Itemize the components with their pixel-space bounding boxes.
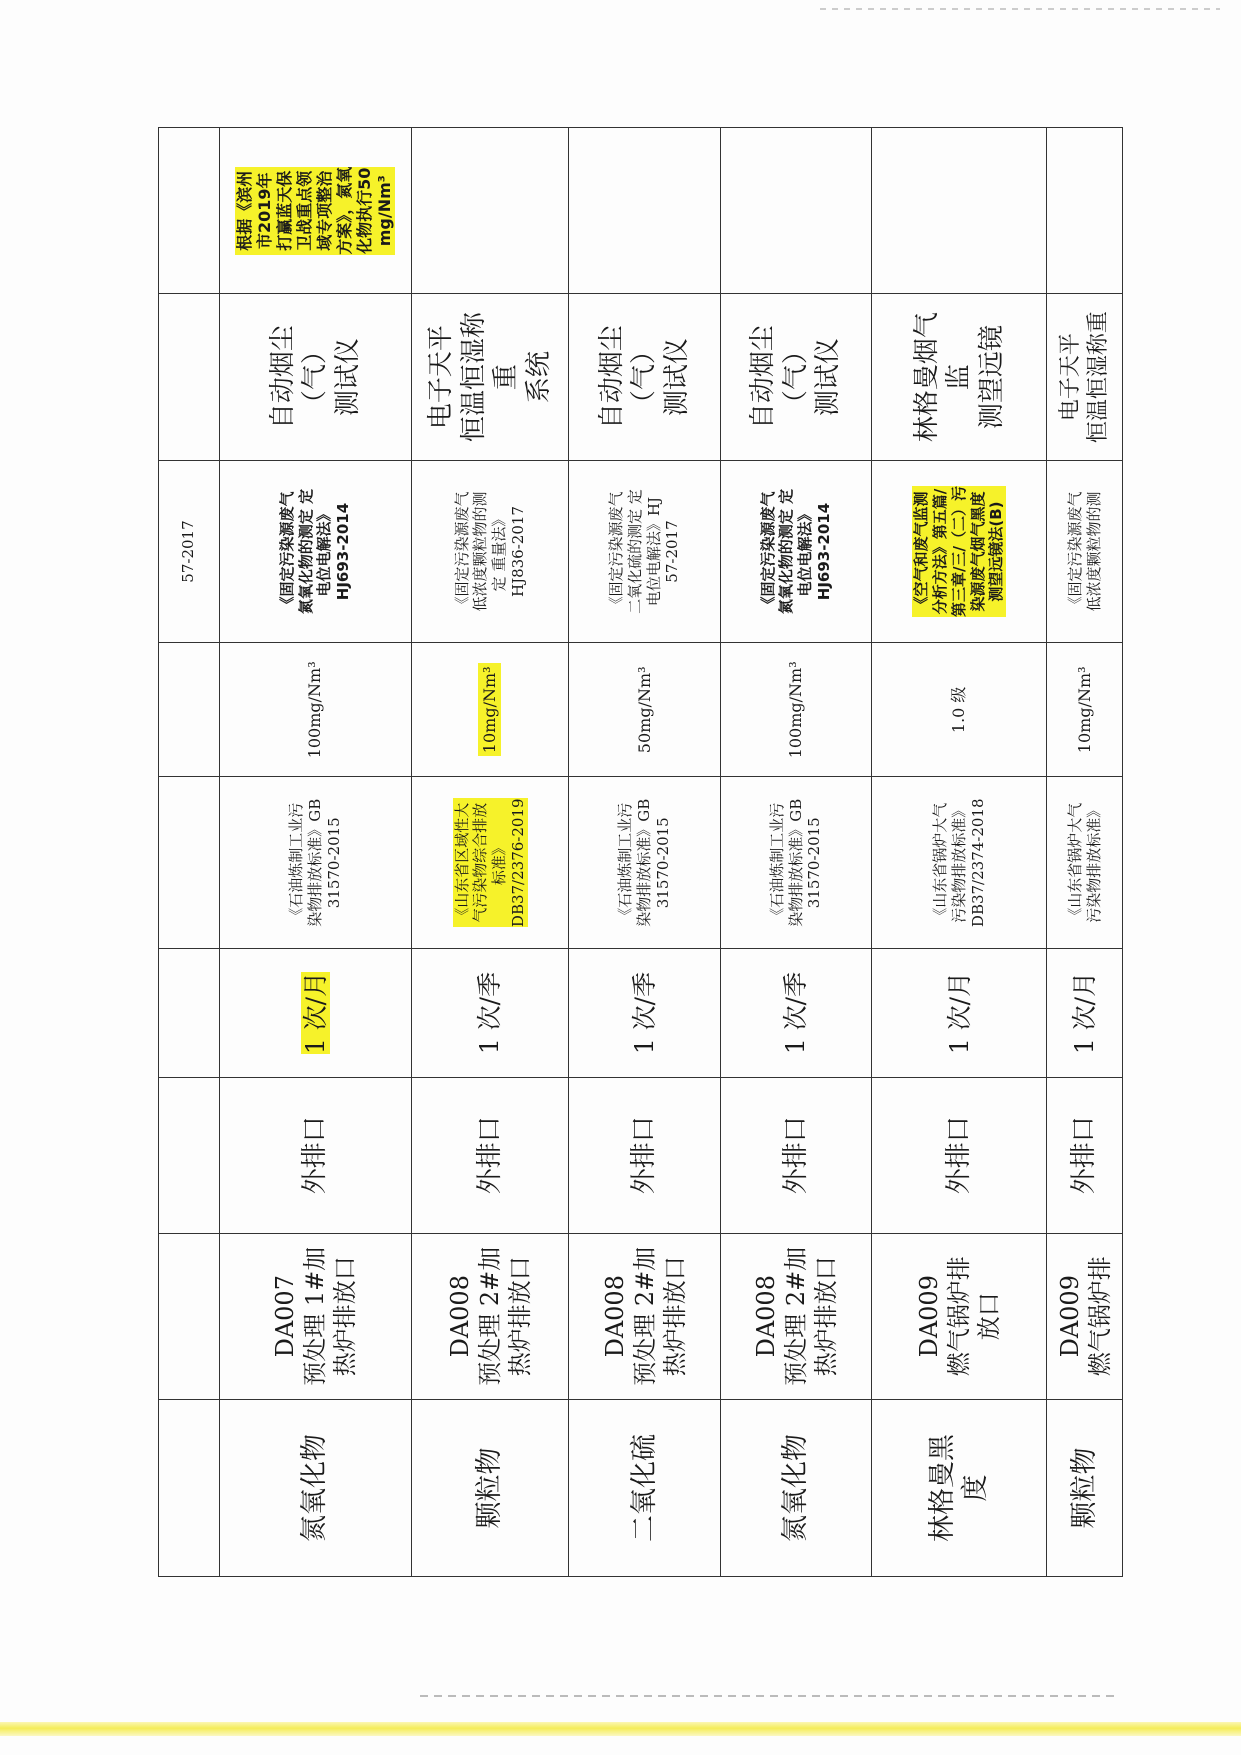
blank-cell xyxy=(159,777,220,949)
standard-cell xyxy=(411,777,568,949)
outlet-text: DA008 预处理 2#加 热炉排放口 xyxy=(600,1246,689,1386)
outlet-cell xyxy=(411,1233,568,1399)
highlight-stripe xyxy=(0,1722,1241,1736)
method-cell xyxy=(720,460,872,642)
instrument-cell xyxy=(569,294,721,460)
outlet-cell xyxy=(219,1233,411,1399)
blank-cell xyxy=(159,949,220,1078)
limit-cell: 100mg/Nm³ xyxy=(219,643,411,777)
instrument-text: 电子天平 恒温恒湿称重 xyxy=(1058,311,1111,444)
note-cell xyxy=(569,128,721,294)
outlet-cell xyxy=(1047,1233,1123,1399)
note-cell xyxy=(219,128,411,294)
limit-text: 10mg/Nm³ xyxy=(478,663,501,756)
standard-text: 《山东省区域性大 气污染物综合排放 标准》 DB37/2376-2019 xyxy=(452,798,527,928)
frequency-cell: 1 次/季 xyxy=(411,949,568,1078)
table-row xyxy=(411,128,568,1577)
method-text: 《固定污染源废气 二氧化硫的测定 定 电位电解法》HJ 57-2017 xyxy=(607,489,682,614)
instrument-cell xyxy=(872,294,1047,460)
instrument-text: 自动烟尘（气） 测试仪 xyxy=(748,325,844,430)
instrument-cell xyxy=(1047,294,1123,460)
standard-cell xyxy=(872,777,1047,949)
outlet-type-cell: 外排口 xyxy=(219,1077,411,1233)
blank-cell xyxy=(159,128,220,294)
instrument-text: 自动烟尘（气） 测试仪 xyxy=(596,325,692,430)
pollutant-cell xyxy=(872,1399,1047,1576)
blank-cell xyxy=(159,643,220,777)
instrument-text: 电子天平 恒温恒湿称重 系统 xyxy=(426,312,554,443)
standard-cell xyxy=(1047,777,1123,949)
blank-cell xyxy=(159,1399,220,1576)
outlet-type-cell: 外排口 xyxy=(720,1077,872,1233)
instrument-cell xyxy=(720,294,872,460)
outlet-type-cell: 外排口 xyxy=(872,1077,1047,1233)
method-text: 《固定污染源废气 氮氧化物的测定 定 电位电解法》 HJ693-2014 xyxy=(277,488,353,615)
standard-text: 《石油炼制工业污 染物排放标准》GB 31570-2015 xyxy=(767,798,824,927)
standard-text: 《石油炼制工业污 染物排放标准》GB 31570-2015 xyxy=(287,798,343,927)
header-fragment-text: 57-2017 xyxy=(159,460,220,642)
rotated-table-frame xyxy=(158,127,1123,1577)
monitoring-table xyxy=(158,127,1123,1577)
instrument-text: 林格曼烟气监 测望远镜 xyxy=(911,312,1007,443)
limit-cell xyxy=(411,643,568,777)
frequency-cell xyxy=(219,949,411,1078)
outlet-text: DA008 预处理 2#加 热炉排放口 xyxy=(752,1246,841,1386)
outlet-cell xyxy=(569,1233,721,1399)
instrument-text: 自动烟尘（气） 测试仪 xyxy=(267,325,363,430)
instrument-cell xyxy=(219,294,411,460)
frequency-text: 1 次/月 xyxy=(300,971,330,1055)
note-cell xyxy=(720,128,872,294)
method-cell xyxy=(872,460,1047,642)
outlet-type-cell: 外排口 xyxy=(411,1077,568,1233)
note-text: 根据《滨州 市2019年 打赢蓝天保 卫战重点领 域专项整治 方案》，氮氧 化物执行50 mg/Nm³ xyxy=(235,166,395,255)
outlet-cell xyxy=(872,1233,1047,1399)
pollutant-cell: 氮氧化物 xyxy=(219,1399,411,1576)
method-cell xyxy=(1047,460,1123,642)
table-row xyxy=(1047,128,1123,1577)
standard-text: 《山东省锅炉大气 污染物排放标准》 xyxy=(1065,802,1103,923)
blank-cell xyxy=(159,294,220,460)
standard-cell xyxy=(569,777,721,949)
limit-cell: 1.0 级 xyxy=(872,643,1047,777)
table-row xyxy=(569,128,721,1577)
pollutant-cell: 颗粒物 xyxy=(411,1399,568,1576)
limit-cell: 100mg/Nm³ xyxy=(720,643,872,777)
method-cell xyxy=(219,460,411,642)
method-text: 《固定污染源废气 低浓度颗粒物的测 定 重量法》 HJ836-2017 xyxy=(452,491,527,612)
pollutant-cell: 二氧化硫 xyxy=(569,1399,721,1576)
header-fragment-row xyxy=(159,128,220,1577)
method-cell xyxy=(569,460,721,642)
scan-artifact-top xyxy=(820,8,1220,10)
table-row xyxy=(219,128,411,1577)
standard-cell xyxy=(219,777,411,949)
frequency-cell: 1 次/季 xyxy=(569,949,721,1078)
frequency-cell: 1 次/月 xyxy=(1047,949,1123,1078)
method-text: 《空气和废气监测 分析方法》第五篇/ 第三章/三/（二）污 染源废气烟气黑度 测望远镜法(B) xyxy=(912,486,1006,618)
note-cell xyxy=(1047,128,1123,294)
pollutant-cell: 氮氧化物 xyxy=(720,1399,872,1576)
outlet-cell xyxy=(720,1233,872,1399)
method-cell xyxy=(411,460,568,642)
outlet-text: DA008 预处理 2#加 热炉排放口 xyxy=(446,1246,535,1386)
standard-cell xyxy=(720,777,872,949)
note-cell xyxy=(411,128,568,294)
blank-cell xyxy=(159,1077,220,1233)
standard-text: 《石油炼制工业污 染物排放标准》GB 31570-2015 xyxy=(616,798,672,927)
outlet-text: DA009 燃气锅炉排 放口 xyxy=(915,1256,1004,1377)
method-text: 《固定污染源废气 低浓度颗粒物的测 xyxy=(1065,491,1103,612)
method-text: 《固定污染源废气 氮氧化物的测定 定 电位电解法》 HJ693-2014 xyxy=(758,488,833,615)
note-cell xyxy=(872,128,1047,294)
table-row xyxy=(872,128,1047,1577)
limit-cell: 10mg/Nm³ xyxy=(1047,643,1123,777)
frequency-cell: 1 次/月 xyxy=(872,949,1047,1078)
pollutant-cell: 颗粒物 xyxy=(1047,1399,1123,1576)
instrument-cell xyxy=(411,294,568,460)
outlet-type-cell: 外排口 xyxy=(569,1077,721,1233)
outlet-text: DA007 预处理 1#加 热炉排放口 xyxy=(271,1246,360,1386)
blank-cell xyxy=(159,1233,220,1399)
outlet-type-cell: 外排口 xyxy=(1047,1077,1123,1233)
pollutant-text: 林格曼黑 度 xyxy=(926,1433,992,1542)
table-row xyxy=(720,128,872,1577)
standard-text: 《山东省锅炉大气 污染物排放标准》 DB37/2374-2018 xyxy=(931,798,987,928)
limit-cell: 50mg/Nm³ xyxy=(569,643,721,777)
scan-artifact-bottom xyxy=(420,1695,1120,1697)
frequency-cell: 1 次/季 xyxy=(720,949,872,1078)
outlet-text: DA009 燃气锅炉排 xyxy=(1055,1256,1114,1377)
